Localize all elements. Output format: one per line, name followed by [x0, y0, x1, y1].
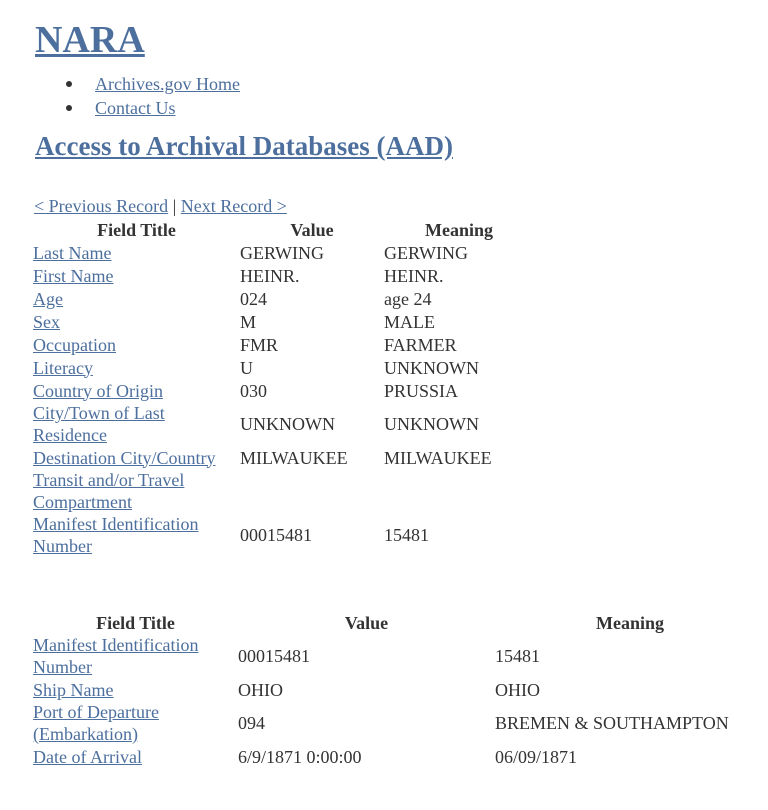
- field-link-transit-travel-compartment[interactable]: Transit and/or Travel Compartment: [33, 470, 185, 512]
- column-header-value: Value: [290, 219, 334, 240]
- meaning-cell: FARMER: [384, 334, 457, 355]
- field-link-first-name[interactable]: First Name: [33, 265, 114, 286]
- meaning-cell: [384, 469, 534, 513]
- nav-item-contact: [62, 96, 240, 120]
- meaning-cell: MALE: [384, 311, 435, 332]
- field-link-ship-name[interactable]: Ship Name: [33, 679, 114, 700]
- value-cell: 030: [240, 380, 267, 401]
- table-row: [33, 745, 765, 768]
- bullet-icon: [66, 105, 72, 111]
- meaning-cell: PRUSSIA: [384, 380, 459, 401]
- field-link-country-of-origin[interactable]: Country of Origin: [33, 380, 163, 401]
- table-row: [33, 379, 534, 402]
- value-cell: FMR: [240, 334, 279, 355]
- meaning-cell: age 24: [384, 288, 432, 309]
- record-pager: [34, 195, 287, 217]
- value-cell: U: [240, 357, 253, 378]
- field-link-occupation[interactable]: Occupation: [33, 334, 116, 355]
- table-row: [33, 446, 534, 469]
- table-row: [33, 287, 534, 310]
- nav-link-contact-us[interactable]: Contact Us: [95, 98, 176, 118]
- meaning-cell: 15481: [495, 646, 540, 666]
- database-title[interactable]: Access to Archival Databases (AAD): [35, 131, 453, 161]
- field-link-port-of-departure[interactable]: Port of Departure (Embarkation): [33, 702, 159, 744]
- table-row: [33, 264, 534, 287]
- value-cell: M: [240, 311, 257, 332]
- table-row: [33, 513, 534, 557]
- table-row: [33, 701, 765, 745]
- table-row: [33, 469, 534, 513]
- field-link-date-of-arrival[interactable]: Date of Arrival: [33, 746, 142, 767]
- table-row: [33, 678, 765, 701]
- meaning-cell: GERWING: [384, 242, 468, 263]
- column-header-meaning: Meaning: [424, 219, 493, 240]
- value-cell: OHIO: [238, 679, 283, 700]
- value-cell: UNKNOWN: [240, 414, 335, 434]
- table-row: [33, 333, 534, 356]
- site-nav: [62, 72, 240, 120]
- meaning-cell: BREMEN & SOUTHAMPTON: [495, 713, 729, 733]
- value-cell: 6/9/1871 0:00:00: [238, 746, 362, 767]
- table-row: [33, 310, 534, 333]
- field-link-literacy[interactable]: Literacy: [33, 357, 93, 378]
- table-row: [33, 241, 534, 264]
- pager-separator: |: [172, 196, 177, 216]
- meaning-cell: 06/09/1871: [495, 746, 578, 767]
- meaning-cell: UNKNOWN: [384, 357, 479, 378]
- nav-item-home: [62, 72, 240, 96]
- value-cell: MILWAUKEE: [240, 447, 348, 468]
- column-header-field-title: Field Title: [97, 219, 176, 240]
- table-row: [33, 634, 765, 678]
- manifest-table: [33, 611, 765, 768]
- column-header-value: Value: [344, 612, 389, 633]
- table-row: [33, 402, 534, 446]
- column-header-meaning: Meaning: [595, 612, 664, 633]
- value-cell: 094: [238, 713, 265, 733]
- nav-link-archives-home[interactable]: Archives.gov Home: [95, 74, 240, 94]
- field-link-sex[interactable]: Sex: [33, 311, 60, 332]
- field-link-manifest-identification-number[interactable]: Manifest Identification Number: [33, 635, 199, 677]
- field-link-age[interactable]: Age: [33, 288, 63, 309]
- field-link-destination-city-country[interactable]: Destination City/Country: [33, 447, 216, 468]
- meaning-cell: UNKNOWN: [384, 414, 479, 434]
- value-cell: 00015481: [240, 525, 312, 545]
- next-record-link[interactable]: Next Record >: [180, 196, 287, 216]
- meaning-cell: OHIO: [495, 679, 540, 700]
- bullet-icon: [66, 81, 72, 87]
- table-header-row: [33, 218, 534, 241]
- value-cell: GERWING: [240, 242, 324, 263]
- meaning-cell: 15481: [384, 525, 429, 545]
- meaning-cell: HEINR.: [384, 265, 444, 286]
- record-table: [33, 218, 534, 557]
- field-link-last-name[interactable]: Last Name: [33, 242, 112, 263]
- table-header-row: [33, 611, 765, 634]
- value-cell: 024: [240, 288, 267, 309]
- site-title[interactable]: NARA: [35, 19, 145, 61]
- previous-record-link[interactable]: < Previous Record: [34, 196, 169, 216]
- value-cell: [240, 469, 384, 513]
- column-header-field-title: Field Title: [96, 612, 175, 633]
- table-row: [33, 356, 534, 379]
- field-link-city-town-last-residence[interactable]: City/Town of Last Residence: [33, 403, 165, 445]
- field-link-manifest-identification-number[interactable]: Manifest Identification Number: [33, 514, 199, 556]
- value-cell: HEINR.: [240, 265, 300, 286]
- value-cell: 00015481: [238, 646, 310, 666]
- meaning-cell: MILWAUKEE: [384, 447, 492, 468]
